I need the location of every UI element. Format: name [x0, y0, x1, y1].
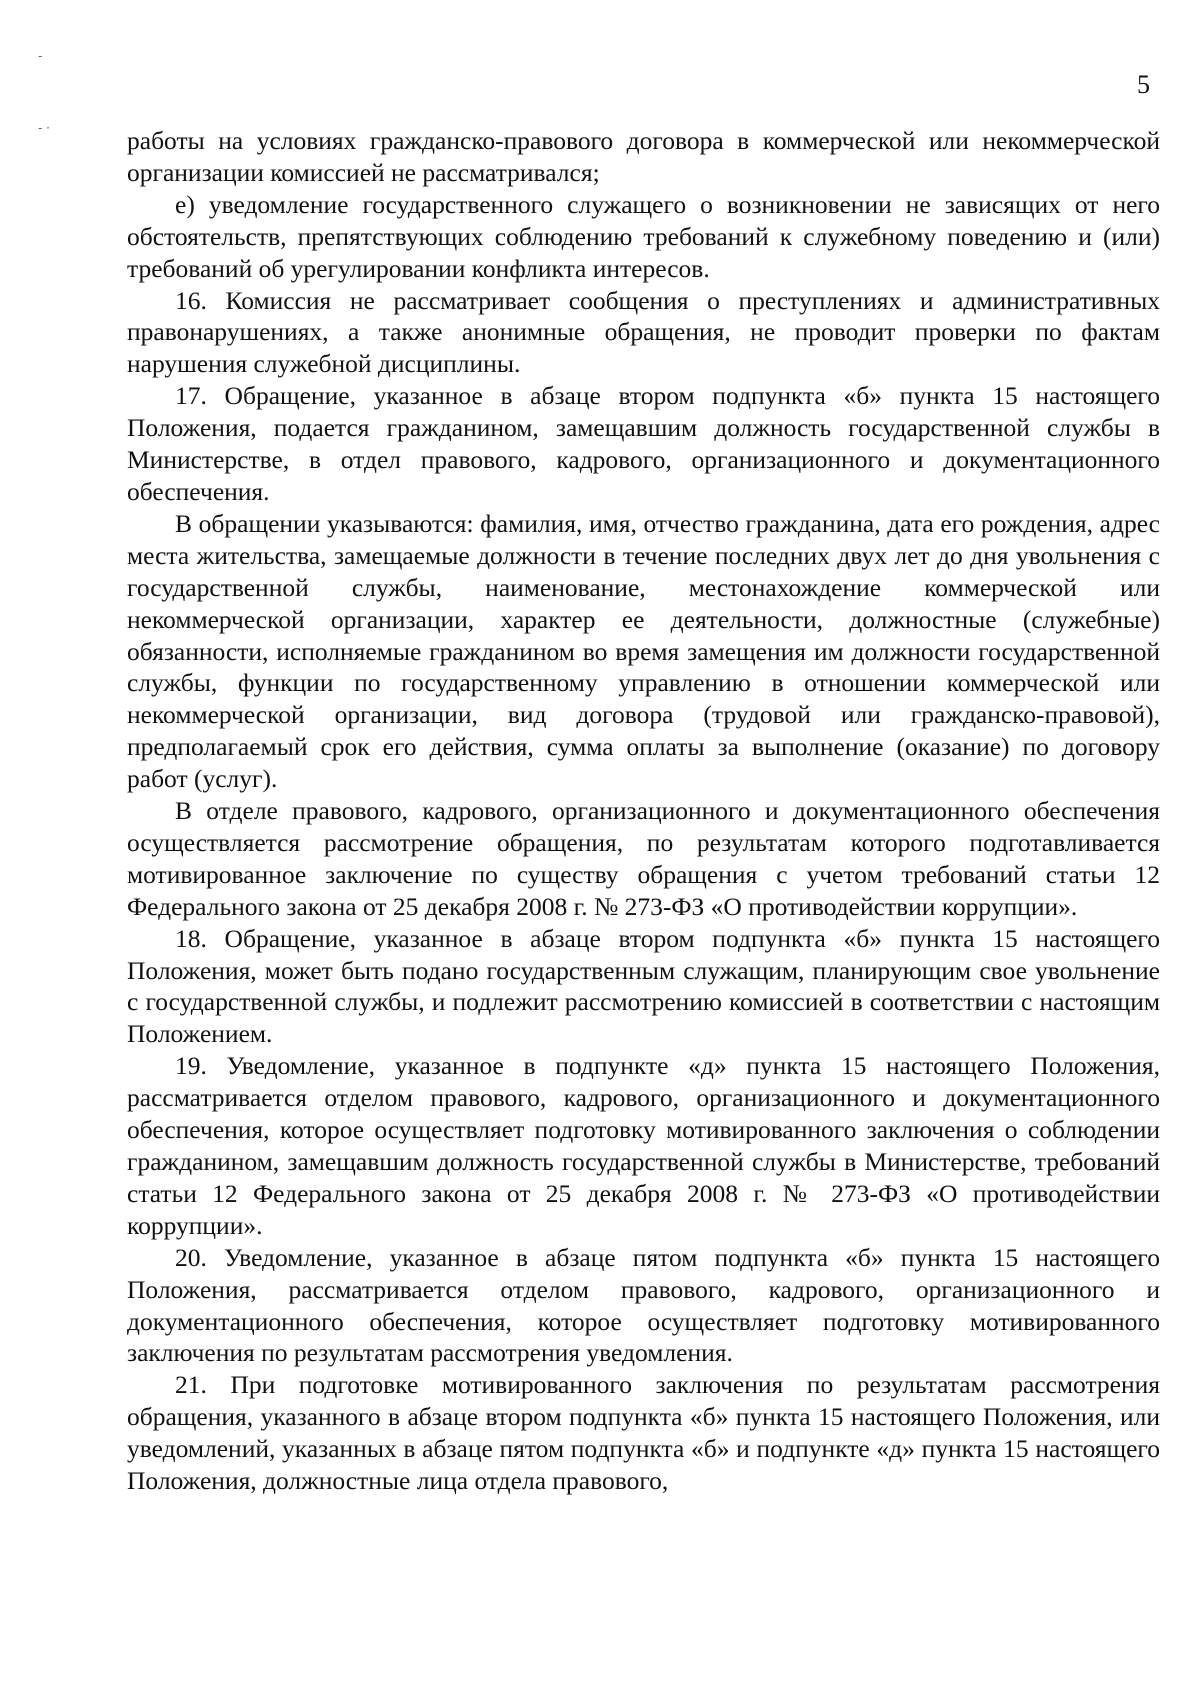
paragraph-20: 20. Уведомление, указанное в абзаце пятом подпункта «б» пункта 15 настоящего Положения, рассматривается отделом правового, кадрового, организационного и документационного обеспечения, которое осуществляет подготовку мотивированного заключения по результатам рассмотрения уведомления. [127, 1242, 1160, 1368]
paragraph-17: 17. Обращение, указанное в абзаце втором подпункта «б» пункта 15 настоящего Положения, подается гражданином, замещавшим должность государственной службы в Министерстве, в отдел правового, кадрового, организационного и документационного обеспечения. [127, 381, 1160, 506]
paragraph-16: 16. Комиссия не рассматривает сообщения о преступлениях и административных правонарушениях, а также анонимные обращения, не проводит проверки по фактам нарушения служебной дисциплины. [127, 285, 1160, 379]
paragraph-19: 19. Уведомление, указанное в подпункте «д» пункта 15 настоящего Положения, рассматривается отделом правового, кадрового, организационного и документационного обеспечения, которое осуществляет подготовку мотивированного заключения о соблюдении гражданином, замещавшим должность государственной службы в Министерстве, требований статьи 12 Федерального закона от 25 декабря 2008 г. № 273-ФЗ «О противодействии коррупции». [127, 1051, 1160, 1240]
paragraph-21: 21. При подготовке мотивированного заключения по результатам рассмотрения обращения, указанного в абзаце втором подпункта «б» пункта 15 настоящего Положения, или уведомлений, указанных в абзаце пятом подпункта «б» и подпункте «д» пункта 15 настоящего Положения, должностные лица отдела правового, [127, 1370, 1160, 1496]
paragraph-continuation: работы на условиях гражданско-правового договора в коммерческой или некоммерческой организации комиссией не рассматривался; [127, 126, 1160, 187]
page-number: 5 [1137, 70, 1150, 99]
document-body [127, 125, 1160, 1497]
paragraph-17-contents: В обращении указываются: фамилия, имя, отчество гражданина, дата его рождения, адрес места жительства, замещаемые должности в течение последних двух лет до дня увольнения с государственной службы, наименование, местонахождение коммерческой или некоммерческой организации, характер ее деятельности, должностные (служебные) обязанности, исполняемые гражданином во время замещения им должности государственной службы, функции по государственному управлению в отношении коммерческой или некоммерческой организации, вид договора (трудовой или гражданско-правовой), предполагаемый срок его действия, сумма оплаты за выполнение (оказание) по договору работ (услуг). [127, 508, 1160, 794]
paragraph-18: 18. Обращение, указанное в абзаце втором подпункта «б» пункта 15 настоящего Положения, может быть подано государственным служащим, планирующим свое увольнение с государственной службы, и подлежит рассмотрению комиссией в соответствии с настоящим Положением. [127, 923, 1160, 1049]
paragraph-17-review: В отделе правового, кадрового, организационного и документационного обеспечения осуществляется рассмотрение обращения, по результатам которого подготавливается мотивированное заключение по существу обращения с учетом требований статьи 12 Федерального закона от 25 декабря 2008 г. № 273-ФЗ «О противодействии коррупции». [127, 796, 1160, 921]
paragraph-item-e: е) уведомление государственного служащего о возникновении не зависящих от него обстоятельств, препятствующих соблюдению требований к служебному поведению и (или) требований об урегулировании конфликта интересов. [127, 189, 1160, 283]
scan-artifact-mark: - [38, 49, 43, 63]
scan-artifact-mark: - · [38, 121, 50, 135]
